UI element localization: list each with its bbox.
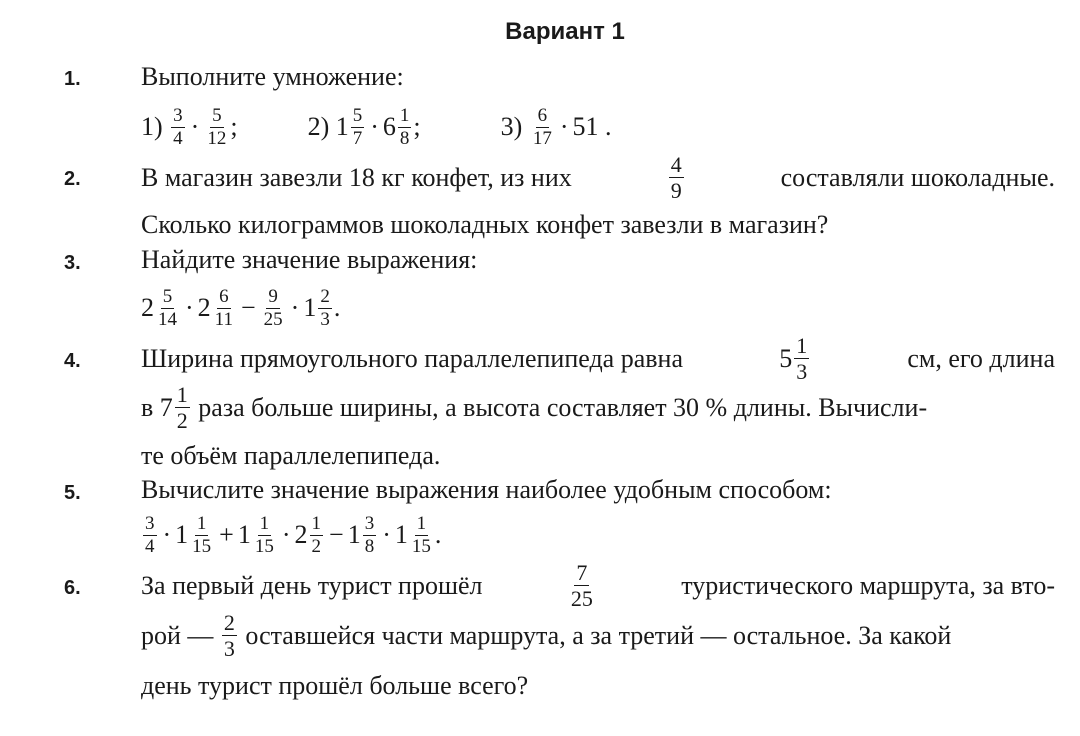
task-5-number: 5.	[64, 482, 81, 504]
task-6-line-1: За первый день турист прошёл $\frac{7}{25}$ туристического маршрута, за вто-	[141, 560, 1055, 612]
fraction: $\frac{1}{15}$	[411, 513, 431, 557]
fraction: $\frac{5}{7}$	[352, 105, 363, 149]
task-2-line-2: Сколько килограммов шоколадных конфет завезли в магазин?	[141, 210, 829, 239]
task-3-number: 3.	[64, 252, 81, 274]
task-4-line-2: в 7 $\frac{1}{2}$ раза больше ширины, а высота составляет 30 % длины. Вычисли-	[141, 382, 928, 434]
task-3-text: Найдите значение выражения:	[141, 245, 478, 274]
fraction: $\frac{3}{4}$	[145, 513, 155, 557]
task-1-item-2: 2) 1 $\frac{5}{7}$ · 6 $\frac{1}{8}$ ;	[307, 105, 421, 149]
fraction: $\frac{9}{25}$	[263, 286, 283, 330]
task-1-item-1: 1) $\frac{3}{4}$ · $\frac{5}{12}$ ;	[141, 105, 238, 149]
task-1-items	[141, 106, 612, 149]
fraction: $\frac{6}{11}$	[214, 286, 233, 330]
task-1-number: 1.	[64, 68, 81, 90]
fraction: $\frac{7}{25}$	[570, 560, 593, 612]
task-2-line-1: В магазин завезли 18 кг конфет, из них $\frac{4}{9}$ составляли шоколадные.	[141, 152, 1055, 204]
fraction: $\frac{1}{3}$	[796, 333, 808, 385]
fraction: $\frac{5}{12}$	[207, 105, 227, 149]
task-5-text: Вычислите значение выражения наиболее удобным способом:	[141, 475, 832, 504]
fraction: $\frac{5}{14}$	[158, 286, 177, 330]
fraction: $\frac{2}{3}$	[320, 286, 330, 330]
fraction: $\frac{3}{8}$	[364, 513, 375, 557]
fraction: $\frac{1}{2}$	[311, 513, 322, 557]
task-1-text: Выполните умножение:	[141, 62, 404, 91]
task-6-line-2: рой — $\frac{2}{3}$ оставшейся части маршрута, а за третий — остальное. За какой	[141, 610, 952, 662]
task-4-line-1: Ширина прямоугольного параллелепипеда равна 5 $\frac{1}{3}$ см, его длина	[141, 333, 1055, 385]
task-6-number: 6.	[64, 577, 81, 599]
task-2-number: 2.	[64, 168, 81, 190]
fraction: $\frac{1}{2}$	[176, 382, 188, 434]
task-6-line-3: день турист прошёл больше всего?	[141, 671, 529, 700]
fraction: $\frac{2}{3}$	[223, 610, 235, 662]
variant-title: Вариант 1	[505, 18, 625, 45]
fraction: $\frac{4}{9}$	[670, 152, 682, 204]
fraction: $\frac{1}{15}$	[192, 513, 212, 557]
task-4-number: 4.	[64, 350, 81, 372]
fraction: $\frac{1}{15}$	[254, 513, 274, 557]
fraction: $\frac{3}{4}$	[173, 105, 183, 149]
task-5-expression: $\frac{3}{4}$ · 1 $\frac{1}{15}$ + 1 $\frac{1}{15}$ · 2 $\frac{1}{2}$ − 1 $\frac{3}{8}$ · 1 $\frac{1}{15}$ .	[145, 513, 442, 557]
fraction: $\frac{1}{8}$	[399, 105, 410, 149]
task-4-line-3: те объём параллелепипеда.	[141, 441, 441, 470]
task-1-item-3: 3) $\frac{6}{17}$ · 51 .	[500, 105, 612, 149]
task-3-expression: 2 $\frac{5}{14}$ · 2 $\frac{6}{11}$ − $\frac{9}{25}$ · 1 $\frac{2}{3}$ .	[141, 286, 341, 330]
fraction: $\frac{6}{17}$	[532, 105, 552, 149]
